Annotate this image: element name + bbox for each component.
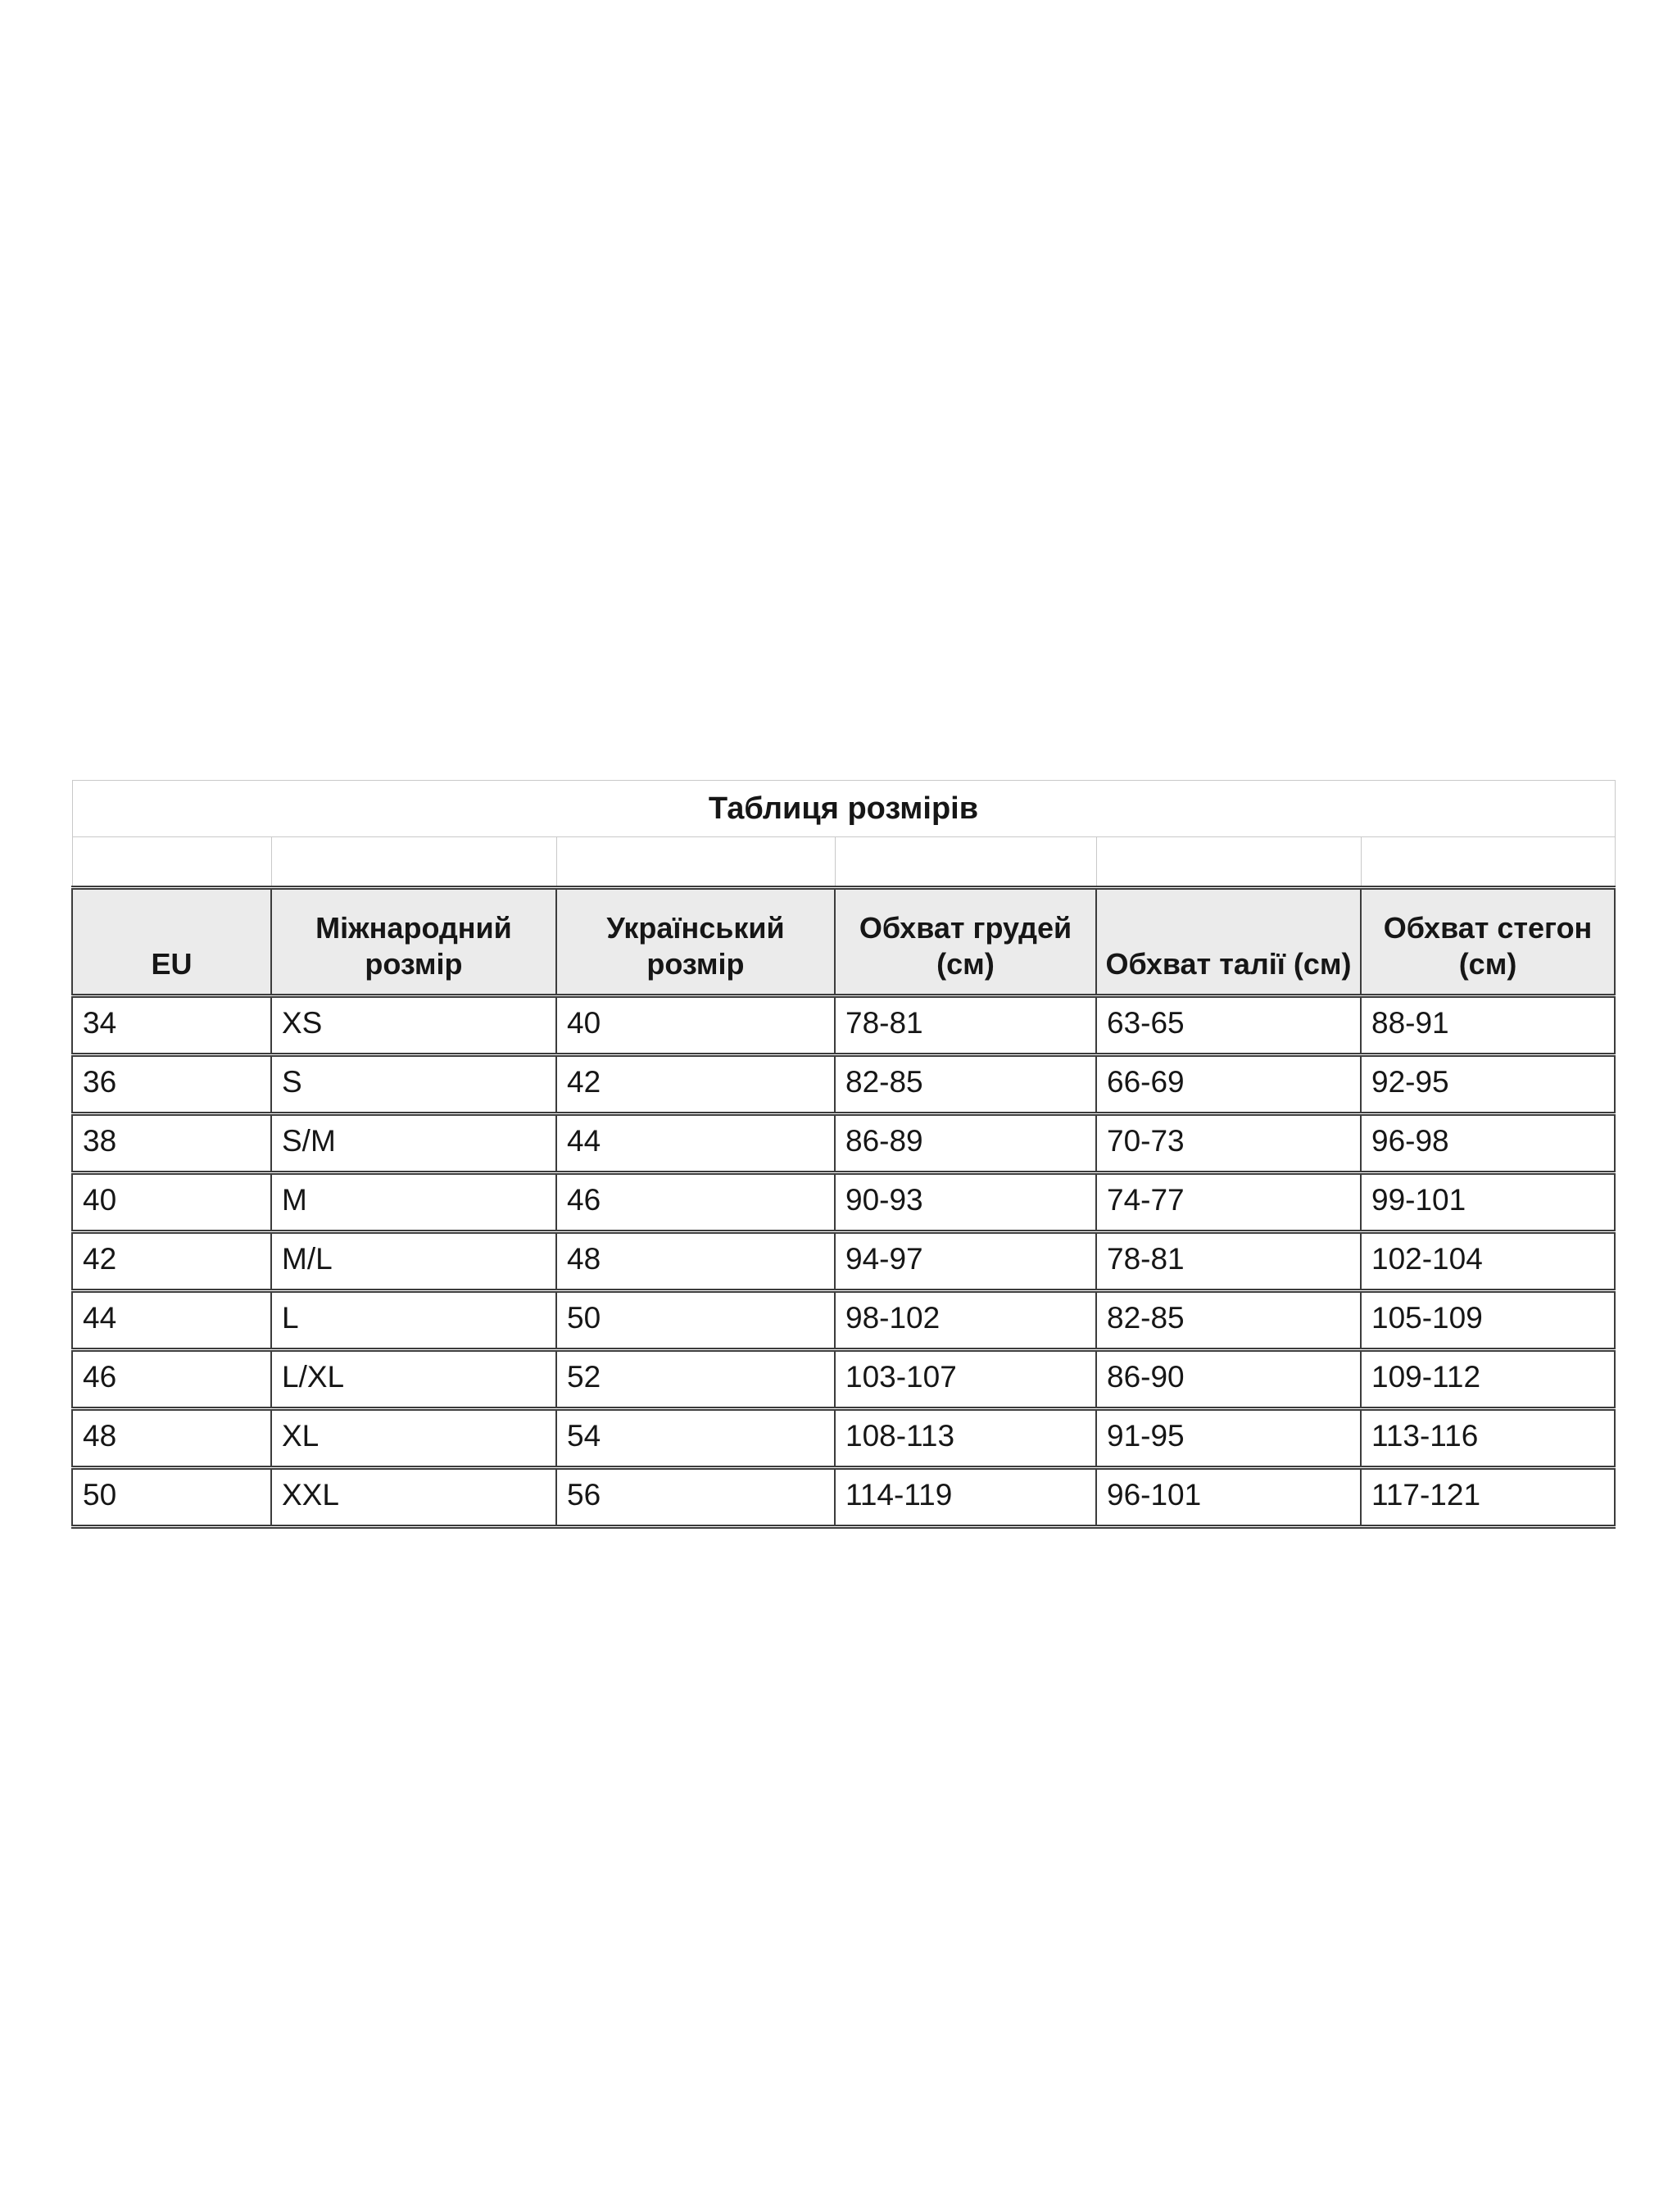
size-cell: 82-85 — [835, 1055, 1096, 1114]
column-header-eu: EU — [72, 888, 271, 996]
table-row — [72, 1291, 1615, 1350]
spacer-cell — [556, 837, 835, 888]
size-cell: 46 — [556, 1173, 835, 1232]
column-header-hips: Обхват стегон (см) — [1361, 888, 1615, 996]
size-cell: 117-121 — [1361, 1468, 1615, 1527]
size-cell: 109-112 — [1361, 1350, 1615, 1409]
size-cell: 44 — [72, 1291, 271, 1350]
table-row — [72, 1232, 1615, 1291]
size-cell: 114-119 — [835, 1468, 1096, 1527]
size-table — [71, 780, 1616, 1529]
size-cell: L/XL — [271, 1350, 556, 1409]
size-cell: 54 — [556, 1409, 835, 1468]
size-cell: 36 — [72, 1055, 271, 1114]
size-cell: 90-93 — [835, 1173, 1096, 1232]
size-cell: 98-102 — [835, 1291, 1096, 1350]
size-cell: 99-101 — [1361, 1173, 1615, 1232]
size-cell: 44 — [556, 1114, 835, 1173]
size-cell: M — [271, 1173, 556, 1232]
column-header-waist: Обхват талії (см) — [1096, 888, 1361, 996]
size-cell: M/L — [271, 1232, 556, 1291]
size-table-container — [71, 780, 1614, 1529]
size-cell: S/M — [271, 1114, 556, 1173]
size-cell: 96-98 — [1361, 1114, 1615, 1173]
spacer-row — [72, 837, 1615, 888]
size-cell: 88-91 — [1361, 996, 1615, 1055]
table-row — [72, 1350, 1615, 1409]
size-cell: 42 — [72, 1232, 271, 1291]
size-cell: 91-95 — [1096, 1409, 1361, 1468]
size-cell: XS — [271, 996, 556, 1055]
title-row — [72, 781, 1615, 837]
size-cell: 105-109 — [1361, 1291, 1615, 1350]
table-row — [72, 996, 1615, 1055]
spacer-cell — [835, 837, 1096, 888]
size-cell: L — [271, 1291, 556, 1350]
size-cell: 78-81 — [835, 996, 1096, 1055]
size-cell: 108-113 — [835, 1409, 1096, 1468]
size-cell: 86-89 — [835, 1114, 1096, 1173]
column-header-international-size: Міжнародний розмір — [271, 888, 556, 996]
size-cell: 103-107 — [835, 1350, 1096, 1409]
size-cell: 56 — [556, 1468, 835, 1527]
size-cell: S — [271, 1055, 556, 1114]
size-cell: 34 — [72, 996, 271, 1055]
spacer-cell — [1096, 837, 1361, 888]
size-cell: 48 — [72, 1409, 271, 1468]
size-cell: 63-65 — [1096, 996, 1361, 1055]
size-cell: 113-116 — [1361, 1409, 1615, 1468]
size-cell: 42 — [556, 1055, 835, 1114]
column-header-chest: Обхват грудей (см) — [835, 888, 1096, 996]
size-cell: 92-95 — [1361, 1055, 1615, 1114]
size-cell: 94-97 — [835, 1232, 1096, 1291]
size-cell: 102-104 — [1361, 1232, 1615, 1291]
table-row — [72, 1114, 1615, 1173]
size-cell: 70-73 — [1096, 1114, 1361, 1173]
spacer-cell — [72, 837, 271, 888]
size-cell: 82-85 — [1096, 1291, 1361, 1350]
size-cell: 52 — [556, 1350, 835, 1409]
header-row — [72, 888, 1615, 996]
size-cell: XL — [271, 1409, 556, 1468]
size-cell: 50 — [72, 1468, 271, 1527]
size-cell: XXL — [271, 1468, 556, 1527]
size-cell: 48 — [556, 1232, 835, 1291]
table-row — [72, 1173, 1615, 1232]
size-cell: 38 — [72, 1114, 271, 1173]
table-title: Таблиця розмірів — [72, 781, 1615, 837]
size-cell: 40 — [556, 996, 835, 1055]
size-cell: 86-90 — [1096, 1350, 1361, 1409]
size-cell: 78-81 — [1096, 1232, 1361, 1291]
spacer-cell — [1361, 837, 1615, 888]
spacer-cell — [271, 837, 556, 888]
size-cell: 66-69 — [1096, 1055, 1361, 1114]
table-row — [72, 1468, 1615, 1527]
size-cell: 96-101 — [1096, 1468, 1361, 1527]
table-row — [72, 1055, 1615, 1114]
column-header-ukrainian-size: Український розмір — [556, 888, 835, 996]
size-cell: 74-77 — [1096, 1173, 1361, 1232]
size-cell: 50 — [556, 1291, 835, 1350]
size-cell: 40 — [72, 1173, 271, 1232]
table-row — [72, 1409, 1615, 1468]
size-cell: 46 — [72, 1350, 271, 1409]
